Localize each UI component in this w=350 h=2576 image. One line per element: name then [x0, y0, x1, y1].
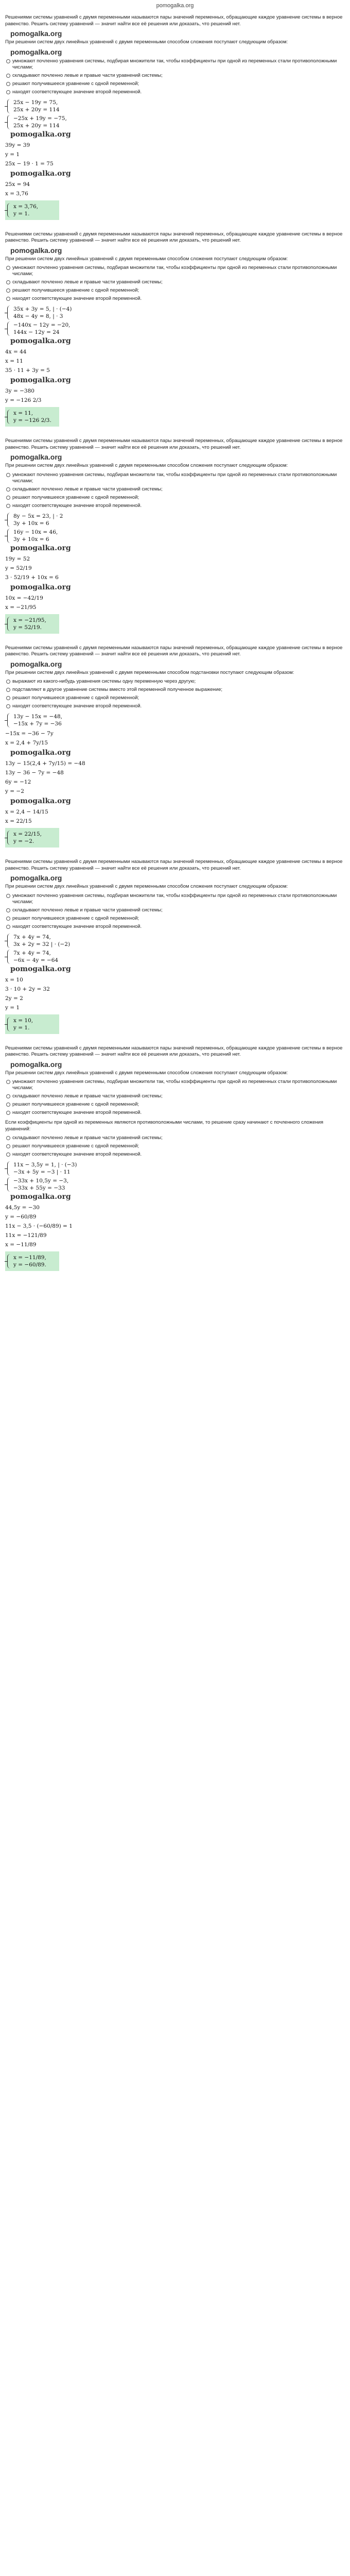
intro-paragraph: Решениями системы уравнений с двумя переменными называются пары значений переменных, обращающие каждое уравнение системы в верное равенство. Решить систему уравнений — значит найти все её решения или доказать, что решений нет.: [5, 231, 343, 243]
step-item: умножают почленно уравнения системы, подбирая множители так, чтобы коэффициенты при одной из переменных стали противоположными числами;: [5, 264, 345, 279]
answer-system: x = 11, y = −126 2/3.: [7, 410, 59, 424]
step-item: решают получившееся уравнение с одной переменной;: [5, 694, 345, 703]
solution: [5, 513, 345, 634]
step-item: умножают почленно уравнения системы, подбирая множители так, чтобы коэффициенты при одной из переменных стали противоположными числами;: [5, 892, 345, 907]
watermark: pomogalka.org: [10, 130, 71, 139]
steps-list: [5, 1078, 345, 1117]
watermark: pomogalka.org: [10, 47, 62, 56]
problem-a: [0, 11, 350, 228]
equation-line: 2y = 2: [5, 995, 23, 1002]
bullet-icon: [6, 704, 10, 708]
step-item: находят соответствующее значение второй переменной.: [5, 502, 345, 511]
method-paragraph: При решении систем двух линейных уравнений с двумя переменными способом сложения поступают следующим образом:: [5, 256, 288, 262]
step-item: находят соответствующее значение второй переменной.: [5, 1151, 345, 1159]
answer-box: [5, 200, 59, 220]
step-item: выражают из какого-нибудь уравнения системы одну переменную через другую;: [5, 678, 345, 686]
equation-line: 3 · 10 + 2y = 32: [5, 986, 50, 992]
bullet-icon: [6, 496, 10, 500]
step-item: решают получившееся уравнение с одной переменной;: [5, 1143, 345, 1151]
equation-line: 11x − 3,5 · (−60/89) = 1: [5, 1223, 73, 1229]
equation-line: x = 10: [5, 976, 23, 983]
equation-system: −33x + 10,5y = −3, −33x + 55y = −33: [7, 1177, 345, 1192]
bullet-icon: [6, 1094, 10, 1098]
equation-system: −140x − 12y = −20, 144x − 12y = 24: [7, 321, 345, 336]
problem-b: [0, 228, 350, 435]
watermark: pomogalka.org: [10, 337, 71, 345]
bullet-icon: [6, 1111, 10, 1115]
solution: [5, 306, 345, 427]
brace: [7, 1177, 11, 1192]
equation-system: 16y − 10x = 46, 3y + 10x = 6: [7, 529, 345, 543]
step-item: находят соответствующее значение второй переменной.: [5, 923, 345, 931]
bullet-icon: [6, 59, 10, 63]
watermark: pomogalka.org: [10, 1193, 71, 1201]
step-item: умножают почленно уравнения системы, подбирая множители так, чтобы коэффициенты при одной из переменных стали противоположными числами;: [5, 1078, 345, 1093]
watermark: pomogalka.org: [10, 659, 62, 668]
equation-system: −25x + 19y = −75, 25x + 20y = 114: [7, 115, 345, 129]
step-item: решают получившееся уравнение с одной переменной;: [5, 915, 345, 923]
step-item: складывают почленно левые и правые части уравнений системы;: [5, 486, 345, 494]
intro-paragraph: Решениями системы уравнений с двумя переменными называются пары значений переменных, обращающие каждое уравнение системы в верное равенство. Решить систему уравнений — значит найти все её решения или доказать, что решений нет.: [5, 438, 343, 450]
watermark: pomogalka.org: [10, 797, 71, 805]
watermark: pomogalka.org: [10, 544, 71, 552]
step-item: находят соответствующее значение второй переменной.: [5, 295, 345, 303]
steps-list: [5, 264, 345, 303]
equation-line: 3y = −380: [5, 388, 34, 394]
brace: [7, 203, 11, 217]
answer-system: x = −21/95, y = 52/19.: [7, 617, 59, 631]
equation-system: 7x + 4y = 74, −6x − 4y = −64: [7, 950, 345, 964]
bullet-icon: [6, 297, 10, 301]
step-item: умножают почленно уравнения системы, подбирая множители так, чтобы коэффициенты при одной из переменных стали противоположными числами;: [5, 58, 345, 72]
brace: [7, 321, 11, 336]
solution: [5, 713, 345, 848]
equation-line: 25x = 94: [5, 181, 30, 188]
brace: [7, 115, 11, 129]
step-item: находят соответствующее значение второй переменной.: [5, 1109, 345, 1117]
brace: [7, 950, 11, 964]
equation-line: y = −126 2/3: [5, 397, 42, 403]
equation-line: x = −11/89: [5, 1242, 37, 1248]
equation-line: 44,5y = −30: [5, 1205, 40, 1211]
equation-line: y = −60/89: [5, 1214, 37, 1220]
answer-box: [5, 614, 59, 634]
steps-list: [5, 471, 345, 511]
watermark: pomogalka.org: [10, 1060, 62, 1069]
watermark: pomogalka.org: [10, 453, 62, 461]
equation-line: −15x = −36 − 7y: [5, 731, 54, 737]
equation-system: 13y − 15x = −48, −15x + 7y = −36: [7, 713, 345, 727]
intro-paragraph: Решениями системы уравнений с двумя переменными называются пары значений переменных, обращающие каждое уравнение системы в верное равенство. Решить систему уравнений — значит найти все её решения или доказать, что решений нет.: [5, 645, 343, 657]
brace: [7, 1017, 11, 1031]
equation-line: x = 3,76: [5, 190, 28, 197]
equation-line: x = −21/95: [5, 604, 37, 611]
equation-line: 11x = −121/89: [5, 1232, 47, 1239]
watermark: pomogalka.org: [10, 246, 62, 255]
problem-e: [0, 856, 350, 1042]
equation-system: 11x − 3,5y = 1, | · (−3) −3x + 5y = −3 | · 11: [7, 1161, 345, 1176]
step-item: складывают почленно левые и правые части уравнений системы;: [5, 907, 345, 915]
bullet-icon: [6, 917, 10, 921]
step-item: складывают почленно левые и правые части уравнений системы;: [5, 279, 345, 287]
equation-line: x = 11: [5, 358, 23, 364]
equation-line: x = 2,4 + 7y/15: [5, 740, 48, 746]
equation-line: y = −2: [5, 788, 24, 794]
bullet-icon: [6, 680, 10, 684]
bullet-icon: [6, 473, 10, 477]
answer-box: [5, 1251, 59, 1271]
step-item: складывают почленно левые и правые части уравнений системы;: [5, 1134, 345, 1143]
equation-line: 10x = −42/19: [5, 595, 43, 601]
bullet-icon: [6, 487, 10, 492]
watermark: pomogalka.org: [10, 376, 71, 384]
method-paragraph: При решении систем двух линейных уравнений с двумя переменными способом сложения поступают следующим образом:: [5, 463, 288, 468]
equation-line: 25x − 19 · 1 = 75: [5, 160, 54, 167]
step-item: решают получившееся уравнение с одной переменной;: [5, 287, 345, 295]
brace: [7, 306, 11, 320]
brace: [7, 617, 11, 631]
bullet-icon: [6, 74, 10, 78]
equation-line: 13y − 15(2,4 + 7y/15) = −48: [5, 760, 85, 767]
answer-system: x = −11/89, y = −60/89.: [7, 1254, 59, 1268]
equation-line: 39y = 39: [5, 142, 30, 148]
bullet-icon: [6, 688, 10, 692]
answer-box: [5, 1014, 59, 1034]
problem-f: [0, 1042, 350, 1280]
answer-box: [5, 407, 59, 427]
equation-system: 8y − 5x = 23, | · 2 3y + 10x = 6: [7, 513, 345, 527]
brace: [7, 934, 11, 948]
equation-line: 6y = −12: [5, 779, 31, 785]
equation-line: x = 22/15: [5, 818, 32, 824]
solution: [5, 99, 345, 220]
brace: [7, 513, 11, 527]
brace: [7, 713, 11, 727]
steps-list: [5, 678, 345, 711]
problem-c: [0, 435, 350, 642]
method-paragraph: При решении систем двух линейных уравнений с двумя переменными способом сложения поступают следующим образом:: [5, 1070, 288, 1076]
answer-system: x = 3,76, y = 1.: [7, 203, 59, 217]
bullet-icon: [6, 280, 10, 284]
bullet-icon: [6, 289, 10, 293]
equation-line: y = 1: [5, 1004, 20, 1011]
opposite-note: Если коэффициенты при одной из переменных являются противоположными числами, то решение сразу начинают с почленного сложения уравнений:: [5, 1120, 324, 1132]
equation-line: x = 2,4 − 14/15: [5, 809, 48, 815]
equation-line: 19y = 52: [5, 555, 30, 562]
method-paragraph: При решении систем двух линейных уравнений с двумя переменными способом сложения поступают следующим образом:: [5, 884, 288, 889]
method-paragraph: При решении систем двух линейных уравнений с двумя переменными способом подстановки поступают следующим образом:: [5, 669, 294, 675]
step-item: находят соответствующее значение второй переменной.: [5, 703, 345, 711]
steps-list: [5, 1134, 345, 1159]
step-item: решают получившееся уравнение с одной переменной;: [5, 1101, 345, 1109]
intro-paragraph: Решениями системы уравнений с двумя переменными называются пары значений переменных, обращающие каждое уравнение системы в верное равенство. Решить систему уравнений — значит найти все её решения или доказать, что решений нет.: [5, 1045, 343, 1057]
answer-system: x = 22/15, y = −2.: [7, 831, 59, 845]
answer-system: x = 10, y = 1.: [7, 1017, 59, 1031]
step-item: решают получившееся уравнение с одной переменной;: [5, 80, 345, 89]
brace: [7, 99, 11, 113]
watermark: pomogalka.org: [10, 749, 71, 757]
step-item: находят соответствующее значение второй переменной.: [5, 89, 345, 97]
brace: [7, 410, 11, 424]
equation-line: 13y − 36 − 7y = −48: [5, 770, 64, 776]
solution: [5, 934, 345, 1034]
bullet-icon: [6, 90, 10, 94]
equation-system: 35x + 3y = 5, | · (−4) 48x − 4y = 8, | · 3: [7, 306, 345, 320]
problem-d: [0, 642, 350, 856]
bullet-icon: [6, 894, 10, 898]
bullet-icon: [6, 696, 10, 700]
intro-paragraph: Решениями системы уравнений с двумя переменными называются пары значений переменных, обращающие каждое уравнение системы в верное равенство. Решить систему уравнений — значит найти все её решения или доказать, что решений нет.: [5, 14, 343, 27]
bullet-icon: [6, 908, 10, 912]
step-item: подставляют в другое уравнение системы вместо этой переменной полученное выражение;: [5, 686, 345, 694]
equation-line: y = 52/19: [5, 565, 32, 571]
equation-line: 35 · 11 + 3y = 5: [5, 367, 50, 374]
equation-system: 25x − 19y = 75, 25x + 20y = 114: [7, 99, 345, 113]
equation-line: y = 1: [5, 151, 20, 158]
step-item: складывают почленно левые и правые части уравнений системы;: [5, 72, 345, 80]
bullet-icon: [6, 1103, 10, 1107]
bullet-icon: [6, 266, 10, 270]
brace: [7, 831, 11, 845]
page: [0, 0, 350, 1279]
watermark: pomogalka.org: [10, 874, 62, 882]
watermark: pomogalka.org: [10, 29, 62, 38]
steps-list: [5, 58, 345, 97]
bullet-icon: [6, 1153, 10, 1157]
watermark: pomogalka.org: [10, 583, 71, 591]
brace: [7, 529, 11, 543]
bullet-icon: [6, 1136, 10, 1140]
bullet-icon: [6, 82, 10, 86]
watermark: pomogalka.org: [10, 964, 71, 973]
method-paragraph: При решении систем двух линейных уравнений с двумя переменными способом сложения поступают следующим образом:: [5, 39, 288, 45]
equation-line: 4x = 44: [5, 349, 27, 355]
brace: [7, 1161, 11, 1176]
site-title: pomogalka.org: [156, 3, 194, 9]
equation-line: 3 · 52/19 + 10x = 6: [5, 574, 59, 581]
bullet-icon: [6, 1144, 10, 1148]
brace: [7, 1254, 11, 1268]
watermark: pomogalka.org: [10, 169, 71, 178]
bullet-icon: [6, 504, 10, 508]
bullet-icon: [6, 925, 10, 929]
answer-box: [5, 828, 59, 848]
steps-list: [5, 892, 345, 931]
intro-paragraph: Решениями системы уравнений с двумя переменными называются пары значений переменных, обращающие каждое уравнение системы в верное равенство. Решить систему уравнений — значит найти все её решения или доказать, что решений нет.: [5, 859, 343, 871]
bullet-icon: [6, 1080, 10, 1084]
solution: [5, 1161, 345, 1271]
step-item: складывают почленно левые и правые части уравнений системы;: [5, 1093, 345, 1101]
step-item: решают получившееся уравнение с одной переменной;: [5, 494, 345, 502]
equation-system: 7x + 4y = 74, 3x + 2y = 32 | · (−2): [7, 934, 345, 948]
step-item: умножают почленно уравнения системы, подбирая множители так, чтобы коэффициенты при одной из переменных стали противоположными числами;: [5, 471, 345, 486]
